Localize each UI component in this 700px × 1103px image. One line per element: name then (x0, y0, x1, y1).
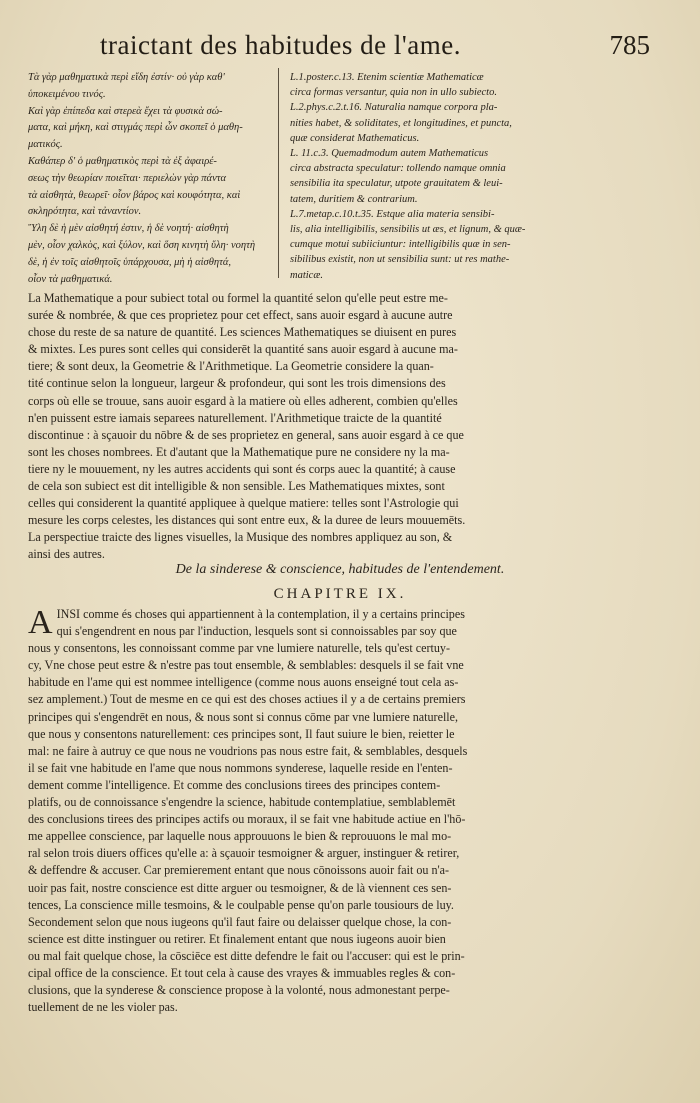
text-line: INSI comme és choses qui appartiennent à la contemplation, il y a certains principes (56, 607, 465, 621)
greek-line: σκληρότητα, καὶ τἀναντίον. (28, 206, 142, 218)
text-line: nous y consentons, les connoissant comme par vne lumiere naturelle, tels qu'est certuy- (28, 641, 450, 656)
greek-quotation-column (28, 70, 268, 288)
text-line: mal: ne faire à autruy ce que nous ne voudrions pas nous estre fait, & semblables, desquels (28, 743, 468, 758)
text-line: cy, Vne chose peut estre & n'estre pas tout ensemble, & semblables: desquels il se fait vne (28, 658, 464, 673)
drop-cap: A (28, 604, 53, 641)
latin-line: sibilibus existit, non ut sensibilia sunt: ut res mathe- (290, 254, 510, 266)
text-line: uoir pas fait, nostre conscience est ditte arguer ou tesmoigner, & de là viennent ces sen- (28, 880, 452, 895)
text-line: dement comme l'intelligence. Et comme des conclusions tirees des principes contem- (28, 777, 441, 792)
text-line: mesure les corps celestes, les distances qui sont entre eux, & la duree de leurs mouuemēts. (28, 513, 466, 528)
text-line: Secondement selon que nous iugeons qu'il faut faire ou delaisser quelque chose, la con- (28, 914, 452, 929)
column-divider (278, 68, 279, 278)
latin-line: cumque motui subiiciuntur: intelligibilis quæ in sen- (290, 239, 511, 251)
latin-line: circa abstracta speculatur: tollendo namque omnia (290, 163, 506, 175)
latin-line: L.7.metap.c.10.t.35. Estque alia materia sensibi- (290, 208, 495, 220)
text-line: La perspectiue traicte des lignes visuelles, la Musique des nombres appliquez au son, & (28, 530, 453, 545)
text-line: tiere ny le mouuement, ny les autres accidents qui sont és corps auec la quantité; à cause (28, 461, 456, 476)
latin-line: sensibilia ita speculatur, utpote grauitatem & leui- (290, 178, 503, 190)
paragraph-synderesis (28, 606, 668, 1016)
text-line: tuellement de ne les violer pas. (28, 1000, 178, 1015)
text-line: me appellee conscience, par laquelle nous approuuons le bien & reprouuons le mal mo- (28, 829, 452, 844)
text-line: sez amplement.) Tout de mesme en ce qui est des choses actiues il y a de certains premiers (28, 692, 466, 707)
latin-line: L.1.poster.c.13. Etenim scientiæ Mathematicæ (290, 72, 484, 83)
text-line: n'en puissent estre iamais separees naturellement. l'Arithmetique traicte de la quantité (28, 410, 442, 425)
latin-line: maticæ. (290, 269, 323, 281)
text-line: cipal office de la conscience. Et tout cela à cause des vrayes & immuables regles & con- (28, 965, 456, 980)
latin-line: tatem, duritiem & contrarium. (290, 193, 418, 205)
text-line: tences, La conscience mille tesmoins, & le coulpable pense qu'on parle tousiours de luy. (28, 897, 454, 912)
text-line: & mixtes. Les pures sont celles qui considerēt la quantité sans auoir esgard à aucune ma- (28, 342, 458, 357)
section-title: De la sinderese & conscience, habitudes de l'entendement. (175, 562, 505, 577)
greek-line: Ὕλη δὲ ἡ μὲν αἰσθητή ἐστιν, ἡ δὲ νοητή· αἰσθητὴ (28, 223, 229, 235)
text-line: tité continue selon la longueur, largeur & profondeur, qui sont les trois dimensions des (28, 376, 446, 391)
text-line: que nous y consentons naturellement: ces principes sont, Il faut suiure le bien, reietter le (28, 726, 455, 741)
text-line: qui s'engendrent en nous par l'induction, lesquels sont si connoissables par soy que (56, 624, 457, 639)
text-line: surée & nombrée, & que ces proprietez pour cet effect, sans auoir esgard à aucune autre (28, 308, 453, 323)
text-line: ral selon trois diuers offices qu'elle a: à sçauoir tesmoigner & arguer, instinguer & retirer, (28, 846, 460, 861)
greek-line: ὑποκειμένου τινός. (28, 88, 106, 100)
latin-citation-column (290, 70, 554, 283)
greek-line: σεως τὴν θεωρίαν ποιεῖται· περιελὼν γὰρ πάντα (28, 172, 227, 184)
text-line: principes qui s'engendrēt en nous, & nous sont si connus cōme par vne lumiere naturelle, (28, 709, 459, 724)
text-line: habitude en l'ame qui est nommee intelligence (comme nous auons enseigné tout cela as- (28, 675, 459, 690)
latin-line: quæ considerat Mathematicus. (290, 132, 420, 144)
paragraph-mathematics (28, 290, 668, 564)
text-line: clusions, que la synderese & conscience propose à la volonté, nous admonestant perpe- (28, 983, 450, 998)
text-line: il se fait vne habitude en l'ame que nous nommons synderese, laquelle reside en l'enten- (28, 760, 453, 775)
text-line: ainsi des autres. (28, 547, 105, 562)
text-line: chose du reste de sa nature de quantité. Les sciences Mathematiques se diuisent en pures (28, 325, 457, 340)
text-line: La Mathematique a pour subiect total ou formel la quantité selon qu'elle peut estre me- (28, 291, 448, 305)
page-number: 785 (609, 30, 650, 60)
latin-line: circa formas versantur, quia non in ullo subiecto. (290, 87, 497, 99)
latin-line: lis, alia intelligibilis, sensibilis ut æs, et lignum, & quæ- (290, 224, 526, 236)
greek-line: δὲ, ἡ ἐν τοῖς αἰσθητοῖς ὑπάρχουσα, μὴ ἡ αἰσθητά, (28, 256, 231, 268)
text-line: discontinue : à sçauoir du nōbre & de ses proprietez en general, sans auoir esgard à ce que (28, 427, 464, 442)
greek-line: Καθάπερ δ' ὁ μαθηματικὸς περὶ τὰ ἐξ ἀφαιρέ- (28, 155, 217, 167)
greek-line: Τὰ γὰρ μαθηματικὰ περὶ εἴδη ἐστίν· οὐ γὰρ καθ' (28, 72, 225, 83)
latin-line: L.2.phys.c.2.t.16. Naturalia namque corpora pla- (290, 102, 498, 114)
text-line: de cela son subiect est dit intelligible & non sensible. Les Mathematiques mixtes, sont (28, 479, 445, 494)
chapter-heading: CHAPITRE IX. (273, 586, 407, 602)
greek-line: οἷον τὰ μαθηματικά. (28, 273, 113, 285)
latin-line: nities habet, & soliditates, et longitudines, et puncta, (290, 117, 512, 129)
running-title: traictant des habitudes de l'ame. (100, 30, 461, 60)
text-line: celles qui considerent la quantité appliquee à quelque matiere: telles sont l'Astrologie qui (28, 496, 459, 511)
text-line: des conclusions tirees des principes actifs ou moraux, il se fait vne habitude actiue en l'hō- (28, 812, 466, 827)
greek-line: Καὶ γὰρ ἐπίπεδα καὶ στερεὰ ἔχει τὰ φυσικὰ σώ- (28, 105, 223, 117)
text-line: ou mal fait quelque chose, la cōsciēce est ditte defendre le fait ou l'accuser: qui est le prin- (28, 948, 465, 963)
greek-line: ματα, καὶ μήκη, καὶ στιγμάς περὶ ὧν σκοπεῖ ὁ μαθη- (28, 122, 243, 134)
text-line: platifs, ou de connoissance s'engendre la science, habitude contemplatiue, semblablemēt (28, 795, 456, 810)
text-line: corps où elle se trouue, sans auoir esgard à la matiere où elles adherent, combien qu'elles (28, 393, 458, 408)
text-line: science est ditte instinguer ou retirer. Et finalement entant que nous iugeons auoir bien (28, 931, 446, 946)
greek-line: ματικός. (28, 139, 63, 151)
greek-line: τὰ αἰσθητὰ, θεωρεῖ· οἷον βάρος καὶ κουφότητα, καὶ (28, 189, 241, 201)
latin-line: L. 11.c.3. Quemadmodum autem Mathematicus (290, 148, 489, 160)
text-line: tiere; & sont deux, la Geometrie & l'Arithmetique. La Geometrie considere la quan- (28, 359, 434, 374)
greek-line: μὲν, οἷον χαλκὸς, καὶ ξύλον, καὶ ὅση κινητὴ ὕλη· νοητὴ (28, 239, 256, 251)
text-line: & deffendre & accuser. Car premierement entant que nous cōnoissons auoir fait ou n'a- (28, 863, 450, 878)
text-line: sont les choses nombrees. Et d'autant que la Mathematique pure ne considere ny la ma- (28, 444, 450, 459)
